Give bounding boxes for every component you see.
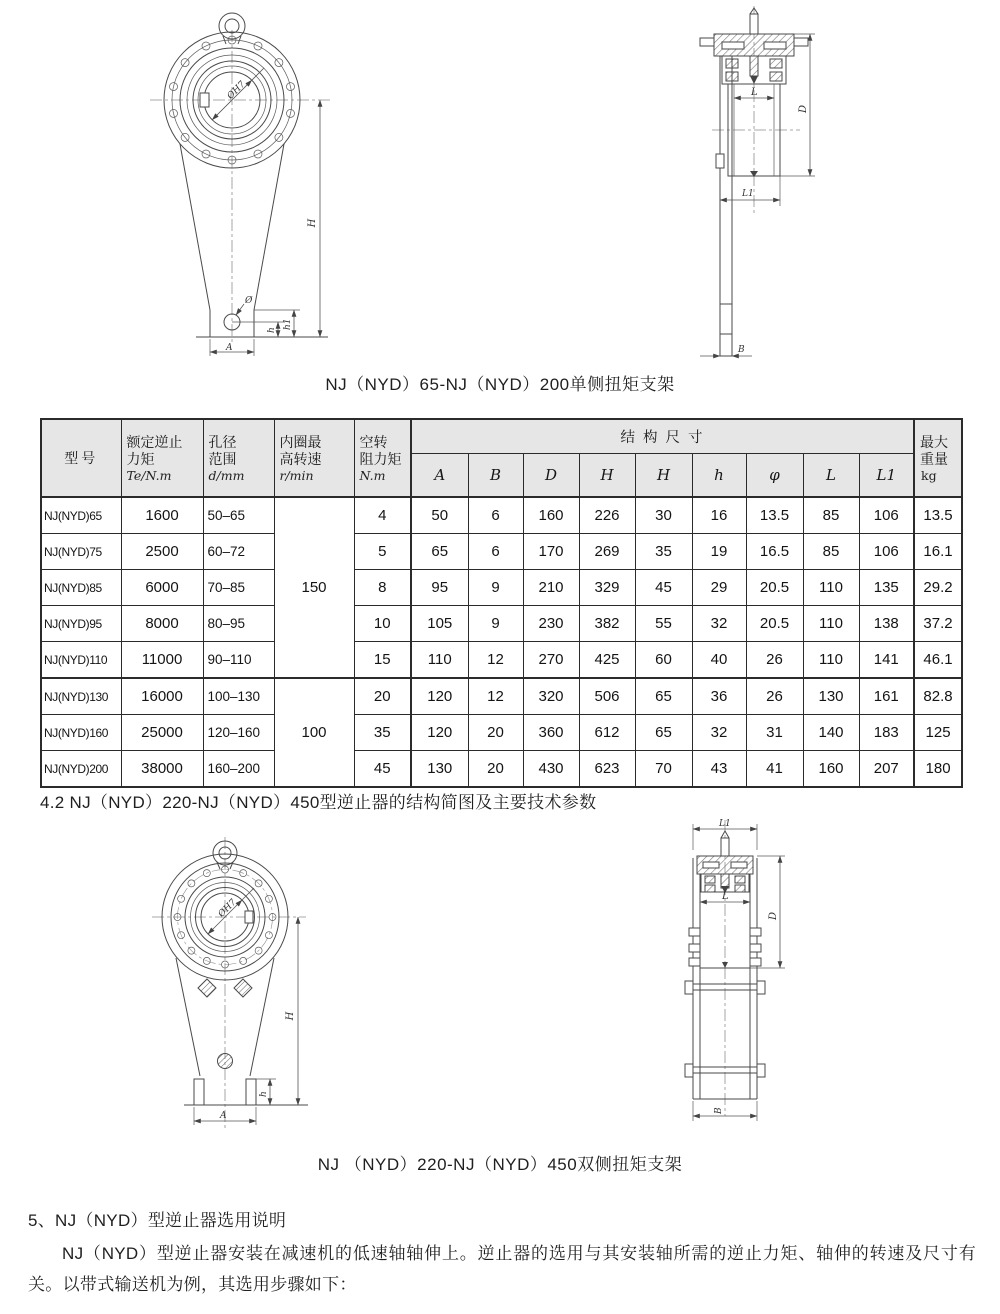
table-cell: 269 — [579, 534, 635, 570]
table-cell: 110 — [803, 642, 859, 679]
table-cell: 12 — [468, 678, 523, 715]
col-header-dim-D: D — [523, 453, 579, 497]
table-cell: 70–85 — [203, 570, 274, 606]
table-cell: 26 — [746, 642, 803, 679]
table-cell: 320 — [523, 678, 579, 715]
col-header-max-speed: 内圈最 高转速 r/min — [274, 419, 354, 497]
table-cell: NJ(NYD)95 — [41, 606, 121, 642]
table-cell: 506 — [579, 678, 635, 715]
col-header-dim-B: B — [468, 453, 523, 497]
eyebolt-icon — [219, 13, 245, 44]
section-heading-4-2: 4.2 NJ（NYD）220-NJ（NYD）450型逆止器的结构简图及主要技术参数 — [40, 793, 597, 812]
table-cell: 8000 — [121, 606, 203, 642]
table-cell: 20 — [354, 678, 411, 715]
table-cell: 9 — [468, 570, 523, 606]
col-header-dim-h: h — [692, 453, 746, 497]
table-cell: 160 — [523, 497, 579, 534]
table-row — [41, 642, 962, 679]
table-cell: 82.8 — [914, 678, 962, 715]
col-group-header-dimensions: 结 构 尺 寸 — [411, 419, 914, 453]
dim-label-D: D — [768, 911, 779, 921]
table-cell: 183 — [859, 715, 914, 751]
table-cell: 13.5 — [914, 497, 962, 534]
table-cell: 35 — [635, 534, 692, 570]
table-cell: 329 — [579, 570, 635, 606]
table-cell: 40 — [692, 642, 746, 679]
table-cell: 5 — [354, 534, 411, 570]
table-cell: 210 — [523, 570, 579, 606]
side-view-single-bracket-drawing — [682, 4, 842, 366]
table-cell: 20.5 — [746, 606, 803, 642]
speed-group-cell: 100 — [274, 678, 354, 787]
body-paragraph: NJ（NYD）型逆止器安装在减速机的低速轴轴伸上。逆止器的选用与其安装轴所需的逆止力矩、轴伸的转速及尺寸有关。以带式输送机为例，其选用步骤如下： — [28, 1244, 976, 1294]
table-row — [41, 678, 962, 715]
table-cell: 16.1 — [914, 534, 962, 570]
table-cell: 110 — [803, 570, 859, 606]
dim-label-A: A — [226, 343, 233, 353]
table-cell: NJ(NYD)65 — [41, 497, 121, 534]
table-cell: 1600 — [121, 497, 203, 534]
table-cell: 50–65 — [203, 497, 274, 534]
dim-label-L1: L1 — [742, 189, 754, 199]
drawing-caption-top: NJ（NYD）65-NJ（NYD）200单侧扭矩支架 — [325, 375, 675, 394]
table-cell: 60 — [635, 642, 692, 679]
col-header-bore-range: 孔径 范围 d/mm — [203, 419, 274, 497]
torque-arm — [716, 56, 732, 356]
table-cell: 105 — [411, 606, 468, 642]
table-cell: 80–95 — [203, 606, 274, 642]
col-header-idle-torque: 空转 阻力矩 N.m — [354, 419, 411, 497]
table-cell: 9 — [468, 606, 523, 642]
table-cell: 360 — [523, 715, 579, 751]
table-cell: 45 — [354, 751, 411, 788]
drawing-caption-bottom: NJ （NYD）220-NJ（NYD）450双侧扭矩支架 — [317, 1155, 683, 1174]
table-cell: 19 — [692, 534, 746, 570]
table-cell: 161 — [859, 678, 914, 715]
front-view-single-bracket-drawing — [150, 4, 350, 366]
table-cell: 230 — [523, 606, 579, 642]
table-cell: NJ(NYD)75 — [41, 534, 121, 570]
dim-label-L: L — [722, 891, 729, 902]
table-cell: 226 — [579, 497, 635, 534]
table-cell: 138 — [859, 606, 914, 642]
table-cell: 20 — [468, 715, 523, 751]
table-cell: 65 — [635, 715, 692, 751]
table-cell: 70 — [635, 751, 692, 788]
bore-dim-label: ØH7 — [225, 79, 248, 102]
col-header-rated-torque: 额定逆止 力矩 Te/N.m — [121, 419, 203, 497]
speed-group-cell: 150 — [274, 497, 354, 678]
table-cell: 20 — [468, 751, 523, 788]
hole-dim-label: Ø — [245, 296, 253, 306]
table-cell: 55 — [635, 606, 692, 642]
table-cell: 170 — [523, 534, 579, 570]
table-row — [41, 570, 962, 606]
table-cell: 38000 — [121, 751, 203, 788]
table-cell: NJ(NYD)85 — [41, 570, 121, 606]
table-cell: 135 — [859, 570, 914, 606]
table-cell: 8 — [354, 570, 411, 606]
table-cell: 6 — [468, 497, 523, 534]
dim-label-h: h — [259, 1091, 269, 1097]
dim-label-h: h — [267, 327, 277, 333]
table-cell: 41 — [746, 751, 803, 788]
table-cell: 85 — [803, 534, 859, 570]
table-cell: 90–110 — [203, 642, 274, 679]
section-heading-5: 5、NJ（NYD）型逆止器选用说明 — [28, 1211, 287, 1230]
table-cell: 50 — [411, 497, 468, 534]
table-cell: 180 — [914, 751, 962, 788]
dim-label-B: B — [738, 345, 745, 355]
bracket-outline — [180, 144, 328, 337]
side-view-double-bracket-drawing — [683, 816, 853, 1131]
table-cell: 120 — [411, 715, 468, 751]
table-cell: 207 — [859, 751, 914, 788]
dim-A — [194, 1107, 256, 1125]
table-cell: 10 — [354, 606, 411, 642]
table-cell: 45 — [635, 570, 692, 606]
table-cell: 35 — [354, 715, 411, 751]
table-cell: 11000 — [121, 642, 203, 679]
table-cell: 30 — [635, 497, 692, 534]
table-cell: 430 — [523, 751, 579, 788]
dim-B — [700, 345, 752, 356]
table-cell: 100–130 — [203, 678, 274, 715]
table-cell: 623 — [579, 751, 635, 788]
table-cell: 140 — [803, 715, 859, 751]
table-cell: 16000 — [121, 678, 203, 715]
table-cell: 60–72 — [203, 534, 274, 570]
table-row — [41, 606, 962, 642]
col-header-dim-L1: L1 — [859, 453, 914, 497]
table-cell: 110 — [803, 606, 859, 642]
table-cell: 32 — [692, 715, 746, 751]
table-cell: 125 — [914, 715, 962, 751]
dim-L1 — [720, 176, 780, 206]
table-cell: NJ(NYD)160 — [41, 715, 121, 751]
table-row — [41, 534, 962, 570]
dim-label-D: D — [798, 104, 809, 114]
table-cell: 36 — [692, 678, 746, 715]
col-header-dim-H: H — [579, 453, 635, 497]
table-cell: 120 — [411, 678, 468, 715]
table-cell: 141 — [859, 642, 914, 679]
table-cell: 6000 — [121, 570, 203, 606]
table-cell: 46.1 — [914, 642, 962, 679]
col-header-model: 型号 — [41, 419, 121, 497]
dim-label-h1: h1 — [283, 318, 293, 330]
table-cell: 2500 — [121, 534, 203, 570]
table-cell: 120–160 — [203, 715, 274, 751]
col-header-dim-phi: φ — [746, 453, 803, 497]
table-cell: 37.2 — [914, 606, 962, 642]
table-row — [41, 497, 962, 534]
dim-label-H: H — [285, 1011, 296, 1021]
table-cell: 425 — [579, 642, 635, 679]
dim-label-A: A — [220, 1111, 227, 1121]
table-cell: 20.5 — [746, 570, 803, 606]
table-cell: 65 — [411, 534, 468, 570]
table-cell: 29.2 — [914, 570, 962, 606]
table-cell: 270 — [523, 642, 579, 679]
keyway — [200, 93, 209, 107]
dim-label-L: L — [751, 87, 758, 98]
col-header-dim-L: L — [803, 453, 859, 497]
bore-dimension — [212, 68, 264, 120]
table-cell: 160–200 — [203, 751, 274, 788]
table-row — [41, 715, 962, 751]
bore-dim-label: ØH7 — [216, 897, 239, 920]
front-view-double-bracket-drawing — [138, 833, 373, 1135]
table-row — [41, 751, 962, 788]
bearing-housing — [700, 34, 808, 84]
dim-label-H: H — [307, 218, 318, 228]
bearing-housing — [697, 856, 753, 893]
dim-h — [256, 1079, 276, 1105]
table-cell: 85 — [803, 497, 859, 534]
col-header-dim-H2: H — [635, 453, 692, 497]
table-cell: NJ(NYD)200 — [41, 751, 121, 788]
table-cell: 4 — [354, 497, 411, 534]
keyway — [245, 911, 253, 923]
table-cell: 29 — [692, 570, 746, 606]
dim-label-L1: L1 — [719, 819, 731, 829]
table-cell: 32 — [692, 606, 746, 642]
spec-table-body — [41, 497, 962, 787]
table-cell: 25000 — [121, 715, 203, 751]
table-cell: NJ(NYD)110 — [41, 642, 121, 679]
table-cell: 110 — [411, 642, 468, 679]
col-header-max-weight: 最大 重量 kg — [914, 419, 962, 497]
table-cell: 12 — [468, 642, 523, 679]
dim-label-B: B — [714, 1107, 724, 1114]
table-cell: 31 — [746, 715, 803, 751]
table-cell: 43 — [692, 751, 746, 788]
table-cell: NJ(NYD)130 — [41, 678, 121, 715]
table-cell: 95 — [411, 570, 468, 606]
table-cell: 26 — [746, 678, 803, 715]
table-cell: 16.5 — [746, 534, 803, 570]
table-cell: 382 — [579, 606, 635, 642]
table-cell: 65 — [635, 678, 692, 715]
table-cell: 13.5 — [746, 497, 803, 534]
table-cell: 106 — [859, 497, 914, 534]
col-header-dim-A: A — [411, 453, 468, 497]
spec-table — [40, 418, 963, 788]
table-cell: 612 — [579, 715, 635, 751]
eyebolt-pin — [721, 831, 729, 856]
table-cell: 160 — [803, 751, 859, 788]
table-cell: 106 — [859, 534, 914, 570]
table-cell: 16 — [692, 497, 746, 534]
table-cell: 15 — [354, 642, 411, 679]
table-cell: 130 — [803, 678, 859, 715]
table-cell: 130 — [411, 751, 468, 788]
table-cell: 6 — [468, 534, 523, 570]
